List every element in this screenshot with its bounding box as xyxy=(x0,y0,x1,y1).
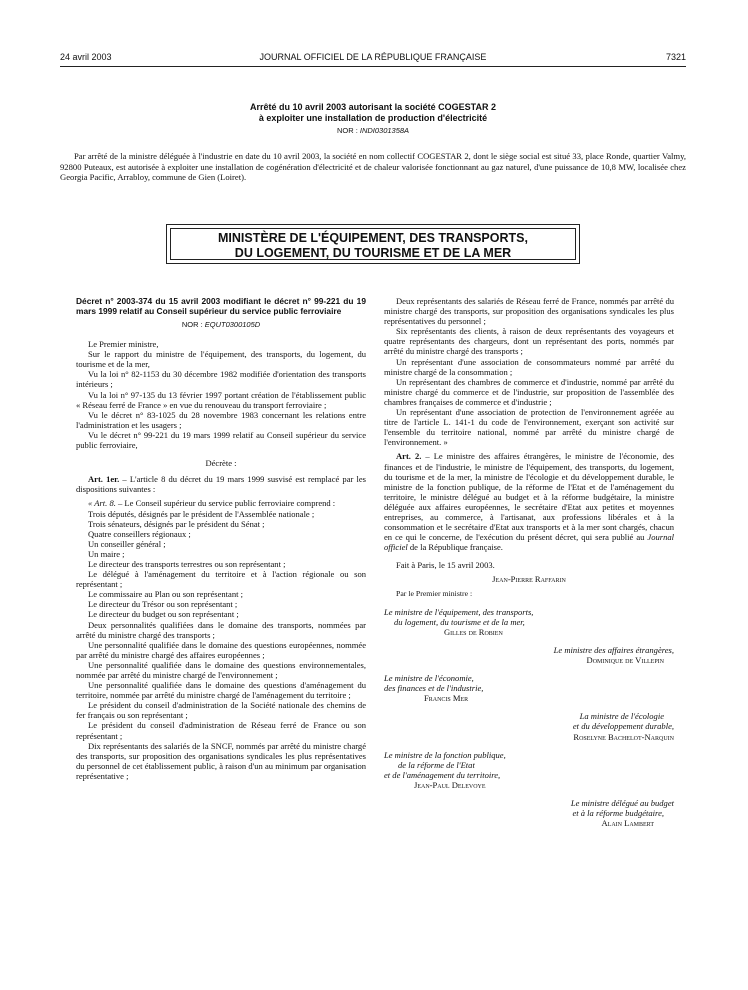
signatory-title: Le ministre de la fonction publique, xyxy=(384,749,506,760)
signatory-title: Le ministre des affaires étrangères, xyxy=(553,644,674,655)
signatory-block xyxy=(384,673,674,703)
running-header xyxy=(60,52,686,67)
preamble-line: Vu la loi n° 97-135 du 13 février 1997 portant création de l'établissement public « Réseau ferré de France » en vue du renouveau du transport ferroviaire ; xyxy=(76,389,366,410)
journal-officiel-ref: Journal officiel xyxy=(384,532,674,553)
member-item: Deux personnalités qualifiées dans le domaine des transports, nommées par arrêté du ministre chargé des transports ; xyxy=(76,619,366,640)
member-item: Dix représentants des salariés de la SNCF, nommés par arrêté du ministre chargé des transports, sur proposition des organisations syndicales les plus représentatives du personnel de cet établissement public, à raison d'un au minimum par organisation représentative ; xyxy=(76,740,366,781)
article-2 xyxy=(384,451,674,552)
signatory-block xyxy=(384,711,674,741)
signatory-title: La ministre de l'écologie xyxy=(579,711,664,722)
arrete-body: Par arrêté de la ministre déléguée à l'industrie en date du 10 avril 2003, la société en nom collectif COGESTAR 2, dont le siège social est situé 33, place Ronde, quartier Valmy, 92800 Puteaux, est autorisée à exploiter une installation de cogénération d'électricité et de chaleur valorisée fonctionnant au gaz naturel, d'une puissance de 10,8 MW, localisée chez Georgia Pacific, Arrabloy, commune de Gien (Loiret). xyxy=(60,151,686,183)
article-2-text: – Le ministre des affaires étrangères, le ministre de l'économie, des finances et de l'industrie, le ministre de l'équipement, des transports, du logement, du tourisme et de la mer, la ministre de l'écologie et du développement durable, le ministre de la fonction publique, de la réforme de l'Etat et de l'aménagement du territoire, le ministre délégué au budget et à la réforme budgétaire, la ministre déléguée aux affaires européennes, le secrétaire d'Etat aux petites et moyennes entreprises, au commerce, à l'artisanat, aux professions libérales et à la consommation et le secrétaire d'Etat aux transports et à la mer sont chargés, chacun en ce qui le concerne, de l'exécution du présent décret, qui sera publié au xyxy=(384,451,674,543)
ministry-heading-line-2: DU LOGEMENT, DU TOURISME ET DE LA MER xyxy=(234,246,512,260)
signatory-title: et du développement durable, xyxy=(572,721,674,732)
member-item: Le directeur des transports terrestres ou son représentant ; xyxy=(88,558,286,569)
member-item: Un conseiller général ; xyxy=(88,538,166,549)
signatory-name: Roselyne Bachelot-Narquin xyxy=(573,731,674,742)
member-item: Trois sénateurs, désignés par le président du Sénat ; xyxy=(88,518,265,529)
decret-nor xyxy=(76,320,366,330)
arrete-nor-label: NOR : xyxy=(336,126,360,135)
article-2-label: Art. 2. xyxy=(396,451,422,462)
article-1 xyxy=(76,474,366,494)
article-8 xyxy=(76,498,366,508)
signatory-title: de la réforme de l'Etat xyxy=(398,759,475,770)
member-item: Un représentant d'une association de protection de l'environnement agréée au titre de l'article L. 141-1 du code de l'environnement, exerçant son activité sur l'ensemble du territoire national, nommé par arrêté du ministre chargé de l'environnement. » xyxy=(384,407,674,448)
ministry-heading-box xyxy=(166,224,580,264)
signatory-block xyxy=(384,607,674,637)
signatory-title: et de l'aménagement du territoire, xyxy=(384,769,501,780)
signatory-name: Alain Lambert xyxy=(601,818,654,829)
member-item: Une personnalité qualifiée dans le domaine des questions européennes, nommée par arrêté du ministre chargé des affaires européennes ; xyxy=(76,639,366,660)
member-item: Le délégué à l'aménagement du territoire et à l'action régionale ou son représentant ; xyxy=(76,569,366,590)
member-item: Le président du conseil d'administration de Réseau ferré de France ou son représentant ; xyxy=(76,720,366,741)
member-item: Six représentants des clients, à raison de deux représentants des voyageurs et quatre représentants des chargeurs, dont un représentant des ports, nommés par arrêté du ministre chargé des transports ; xyxy=(384,326,674,357)
arrete-title-line-1: Arrêté du 10 avril 2003 autorisant la société COGESTAR 2 xyxy=(250,102,496,112)
member-item: Le président du conseil d'administration de la Société nationale des chemins de fer français ou son représentant ; xyxy=(76,700,366,721)
arrete-title-line-2: à exploiter une installation de production d'électricité xyxy=(258,113,488,123)
arrete-nor-code: INDI0301358A xyxy=(359,126,410,135)
signatory-name: Francis Mer xyxy=(424,693,469,704)
preamble-line: Sur le rapport du ministre de l'équipement, des transports, du logement, du tourisme et de la mer, xyxy=(76,349,366,370)
signatory-name: Gilles de Robien xyxy=(444,626,503,637)
member-item: Le directeur du Trésor ou son représentant ; xyxy=(88,599,238,610)
decret-title: Décret n° 2003-374 du 15 avril 2003 modifiant le décret n° 99-221 du 19 mars 1999 relatif au Conseil supérieur du service public ferroviaire xyxy=(76,296,366,316)
member-item: Quatre conseillers régionaux ; xyxy=(88,528,191,539)
preamble-line: Vu la loi n° 82-1153 du 30 décembre 1982 modifiée d'orientation des transports intérieurs ; xyxy=(76,369,366,390)
preamble-line: Vu le décret n° 99-221 du 19 mars 1999 relatif au Conseil supérieur du service public ferroviaire, xyxy=(76,429,366,451)
article-8-text: – Le Conseil supérieur du service public ferroviaire comprend : xyxy=(115,498,336,509)
member-item: Un représentant des chambres de commerce et d'industrie, nommé par arrêté du ministre chargé du commerce et de l'industrie, sur proposition de l'assemblée des chambres françaises de commerce et d'industrie ; xyxy=(384,376,674,407)
signatory-title: Le ministre délégué au budget xyxy=(570,798,674,809)
member-item: Un représentant d'une association de consommateurs nommé par arrêté du ministre chargé de la consommation ; xyxy=(384,356,674,377)
signatory-title: Le ministre de l'économie, xyxy=(384,673,474,684)
header-date: 24 avril 2003 xyxy=(60,52,112,62)
signatory-title: et à la réforme budgétaire, xyxy=(572,808,664,819)
left-column xyxy=(76,296,366,781)
decret-nor-code: EQUT0300105D xyxy=(204,320,261,329)
article-1-text: – L'article 8 du décret du 19 mars 1999 susvisé est remplacé par les dispositions suivantes : xyxy=(76,474,366,495)
signatory-title: Le ministre de l'équipement, des transports, xyxy=(384,606,534,617)
decret-nor-label: NOR : xyxy=(181,320,205,329)
member-item: Le commissaire au Plan ou son représentant ; xyxy=(88,589,243,600)
member-item: Un maire ; xyxy=(88,548,125,559)
member-item: Une personnalité qualifiée dans le domaine des questions d'aménagement du territoire, nommée par arrêté du ministre chargé de l'aménagement du territoire ; xyxy=(76,680,366,701)
article-1-label: Art. 1er. xyxy=(88,474,120,485)
decrete-heading: Décrète : xyxy=(205,458,237,469)
member-item: Une personnalité qualifiée dans le domaine des questions environnementales, nommée par arrêté du ministre chargé de l'environnement ; xyxy=(76,659,366,680)
signatory-name: Jean-Paul Delevoye xyxy=(414,779,486,790)
article-8-label: « Art. 8. xyxy=(88,498,116,509)
arrete-nor xyxy=(60,126,686,135)
member-item: Trois députés, désignés par le président de l'Assemblée nationale ; xyxy=(88,508,315,519)
signature-place-date: Fait à Paris, le 15 avril 2003. xyxy=(396,560,495,571)
ministry-heading xyxy=(170,228,576,260)
right-column xyxy=(384,296,674,828)
page-number: 7321 xyxy=(665,52,686,62)
signatory-block xyxy=(384,750,674,790)
signatory-title: du logement, du tourisme et de la mer, xyxy=(394,616,525,627)
arrete-title xyxy=(60,102,686,124)
ministry-heading-line-1: MINISTÈRE DE L'ÉQUIPEMENT, DES TRANSPORTS, xyxy=(218,231,528,245)
member-item: Le directeur du budget ou son représentant ; xyxy=(88,609,239,620)
pm-signature: Jean-Pierre Raffarin xyxy=(492,574,566,585)
par-premier-ministre: Par le Premier ministre : xyxy=(396,588,473,598)
article-2-end: de la République française. xyxy=(407,542,503,553)
signatory-title: des finances et de l'industrie, xyxy=(384,683,484,694)
signatory-block xyxy=(384,645,674,665)
member-item: Deux représentants des salariés de Réseau ferré de France, nommés par arrêté du ministre chargé des transports, sur proposition des organisations syndicales les plus représentatives du personnel ; xyxy=(384,296,674,327)
journal-title: JOURNAL OFFICIEL DE LA RÉPUBLIQUE FRANÇAISE xyxy=(259,52,487,62)
signatory-name: Dominique de Villepin xyxy=(586,655,664,665)
preamble-line: Vu le décret n° 83-1025 du 28 novembre 1983 concernant les relations entre l'administration et les usagers ; xyxy=(76,409,366,430)
preamble-line: Le Premier ministre, xyxy=(88,339,159,350)
signatory-block xyxy=(384,798,674,828)
